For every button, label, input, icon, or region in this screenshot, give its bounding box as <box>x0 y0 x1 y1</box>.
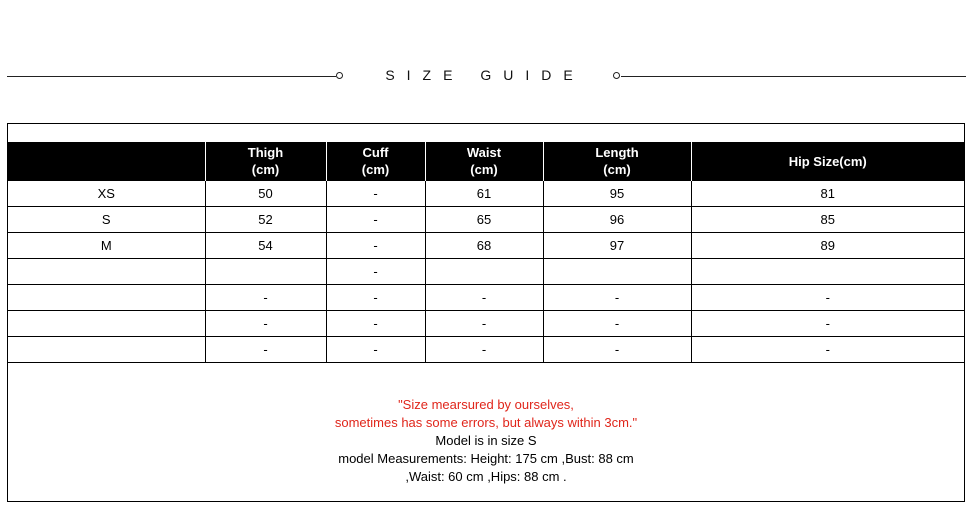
column-header-text: Thigh <box>247 145 284 160</box>
column-header-text: (cm) <box>251 162 280 177</box>
measurement-cell: 81 <box>691 181 964 207</box>
measurement-cell: - <box>425 285 543 311</box>
measurement-cell: - <box>425 311 543 337</box>
measurement-cell: - <box>205 337 326 363</box>
column-header-0 <box>8 142 205 181</box>
measurement-cell: 96 <box>543 207 691 233</box>
column-header-text: Length <box>595 145 639 160</box>
note-disclaimer-line-1: "Size mearsured by ourselves, <box>398 397 574 412</box>
measurement-cell: 50 <box>205 181 326 207</box>
header-circle-left <box>336 72 343 79</box>
measurement-cell: - <box>326 233 425 259</box>
column-header-5 <box>691 142 964 181</box>
header-divider-left <box>7 76 336 77</box>
table-row <box>8 181 964 207</box>
size-label-cell <box>8 285 205 311</box>
table-body <box>8 181 964 363</box>
measurement-cell <box>205 259 326 285</box>
measurement-cell: 95 <box>543 181 691 207</box>
size-label-cell <box>8 337 205 363</box>
column-header-1 <box>205 142 326 181</box>
column-header-text: Waist <box>466 145 502 160</box>
header-circle-right <box>613 72 620 79</box>
header-divider-right <box>621 76 966 77</box>
size-label-cell: S <box>8 207 205 233</box>
measurement-cell: 54 <box>205 233 326 259</box>
column-header-2 <box>326 142 425 181</box>
table-row <box>8 337 964 363</box>
table-row <box>8 207 964 233</box>
note-model-size: Model is in size S <box>435 433 537 448</box>
note-model-measurements-cont: ,Waist: 60 cm ,Hips: 88 cm . <box>405 469 567 484</box>
measurement-cell: - <box>326 259 425 285</box>
measurement-cell: - <box>326 285 425 311</box>
measurement-cell: 65 <box>425 207 543 233</box>
table-row <box>8 259 964 285</box>
table-row <box>8 285 964 311</box>
measurement-cell: 85 <box>691 207 964 233</box>
size-guide-header <box>0 62 973 92</box>
measurement-cell: - <box>691 337 964 363</box>
measurement-cell: - <box>543 337 691 363</box>
measurement-cell: - <box>326 181 425 207</box>
measurement-cell: 97 <box>543 233 691 259</box>
measurement-cell: - <box>205 311 326 337</box>
note-disclaimer-line-2: sometimes has some errors, but always within 3cm." <box>334 415 638 430</box>
measurement-cell: 52 <box>205 207 326 233</box>
column-header-text: (cm) <box>470 162 498 177</box>
table-header-row <box>8 142 964 181</box>
measurement-cell <box>425 259 543 285</box>
size-table <box>8 142 964 363</box>
measurement-cell: - <box>543 285 691 311</box>
measurement-cell: - <box>326 337 425 363</box>
size-label-cell: XS <box>8 181 205 207</box>
measurement-cell: - <box>691 285 964 311</box>
size-label-cell: M <box>8 233 205 259</box>
column-header-3 <box>425 142 543 181</box>
column-header-text: Hip Size(cm) <box>788 153 867 169</box>
measurement-cell <box>691 259 964 285</box>
column-header-4 <box>543 142 691 181</box>
measurement-notes <box>8 396 964 486</box>
measurement-cell <box>543 259 691 285</box>
page-title: SIZE GUIDE <box>385 67 585 83</box>
size-label-cell <box>8 259 205 285</box>
note-model-measurements: model Measurements: Height: 175 cm ,Bust: 88 cm <box>338 451 634 466</box>
measurement-cell: - <box>326 311 425 337</box>
table-row <box>8 311 964 337</box>
column-header-text: (cm) <box>361 162 390 177</box>
size-guide-panel <box>7 123 965 502</box>
measurement-cell: 68 <box>425 233 543 259</box>
measurement-cell: - <box>543 311 691 337</box>
column-header-text: (cm) <box>603 162 631 177</box>
measurement-cell: - <box>326 207 425 233</box>
table-row <box>8 233 964 259</box>
measurement-cell: - <box>691 311 964 337</box>
measurement-cell: - <box>425 337 543 363</box>
measurement-cell: 89 <box>691 233 964 259</box>
size-label-cell <box>8 311 205 337</box>
measurement-cell: 61 <box>425 181 543 207</box>
column-header-text: Cuff <box>362 145 389 160</box>
measurement-cell: - <box>205 285 326 311</box>
